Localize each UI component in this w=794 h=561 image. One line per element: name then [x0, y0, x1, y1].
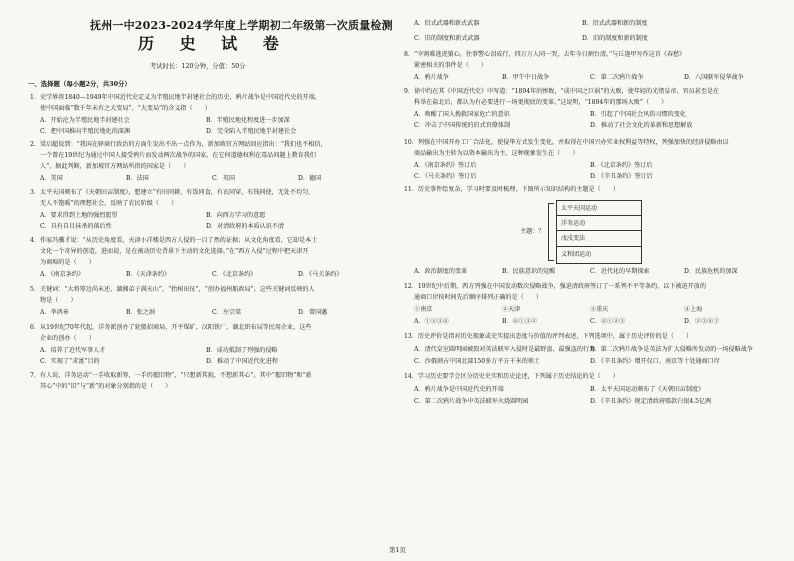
q5-option-b[interactable]: B．张之洞 — [126, 309, 155, 316]
q12-option-a[interactable]: A．①②③④ — [414, 318, 449, 325]
q2-option-a[interactable]: A．美国 — [40, 175, 63, 182]
q5-option-c[interactable]: C．左宗棠 — [212, 309, 242, 316]
q5-stem-line2: 物是（ ） — [40, 297, 77, 304]
q7-stem-line1: 7．有人说，洋务运动“一手收取新筹，一手仍握旧物”，“只想新其貌，不想新其心”。其中“握旧物”和“新 — [30, 372, 312, 379]
q10-option-d[interactable]: D．《辛丑条约》签订后 — [590, 173, 653, 180]
q13-option-b[interactable]: B．第二次鸦片战争是英法为扩大侵略所发动的一场侵略战争 — [590, 346, 753, 353]
q4-option-c[interactable]: C．《北京条约》 — [212, 271, 257, 278]
q3-stem-line1: 3．太平天国颁布了《天朝田亩制度》，想建立“有田同耕，有饭同食，有衣同穿，有钱同使，无处不均匀， — [30, 189, 315, 196]
q1-option-c[interactable]: C．把中国推向半殖民地化的深渊 — [40, 128, 130, 135]
q10-stem-line1: 10．列强在中国开办工厂合法化，使侵华方式发生变化，并取得在中国兴办实业权利益等特权，列强加快的经济侵略由以 — [404, 139, 729, 146]
q9-stem-line1: 9．徐中约在其《中国近代史》中写道：“1894年的惨败，“成中国之巨祸”的大败，使年轻的光绪皇帝、官员甚至是在 — [404, 88, 720, 95]
q6-stem-line2: 企业的创办（ ） — [40, 335, 95, 342]
q8-stem-line2: 紧密相关的事件是（ ） — [414, 62, 488, 69]
q13-option-c[interactable]: C．沙俄割占中国北部150多万平方千米的领土 — [414, 358, 540, 365]
q3-option-b[interactable]: B．向西方学习的意愿 — [206, 212, 266, 219]
q11-item: 太平天国运动 — [557, 201, 641, 216]
q12-port-1: ①南京 — [414, 306, 433, 313]
q4-stem-line1: 4．作家冯骥才说：“从历史角度看，天津小洋楼是西方人侵的一目了然的证据；从文化角度看，它却是本土 — [30, 237, 318, 244]
q14-option-d[interactable]: D．《辛丑条约》规定清政府赔款白银4.5亿两 — [590, 398, 712, 405]
q7-option-a[interactable]: A．旧式武器和新式武器 — [414, 20, 480, 27]
q11-option-b[interactable]: B．民族意识的觉醒 — [502, 268, 556, 275]
q8-stem-line1: 8．“宰割难逃虎狼心，往事警心泪成行，四万万人同一哭，去年今日割台湾。”与丘逢甲写作这首《春愁》 — [404, 51, 686, 58]
exam-title: 抚州一中2023-2024学年度上学期初二年级第一次质量检测 — [90, 19, 393, 32]
q9-option-b[interactable]: B．引起了中国社会风俗习惯的变化 — [590, 111, 686, 118]
q7-option-c[interactable]: C．旧的制度和新式武器 — [414, 35, 480, 42]
q12-port-4: ④上海 — [684, 306, 703, 313]
q11-stem: 11．历史事件绘复杂，学习时要及时梳理，下图所示知识结构的主题是（ ） — [404, 186, 619, 193]
q4-stem-line2: 文化一个奇异的创造，进而说，是在被动历史背景下主动的文化选择。”在“西方入侵”过程中把天津开 — [40, 248, 309, 255]
q1-option-d[interactable]: D．完全陷入半殖民地半封建社会 — [206, 128, 297, 135]
q9-option-a[interactable]: A．唤醒了国人挽救国家危亡的意识 — [414, 111, 510, 118]
q10-option-b[interactable]: B．《北京条约》签订后 — [590, 162, 653, 169]
q10-option-c[interactable]: C．《马关条约》签订后 — [414, 173, 477, 180]
q6-option-d[interactable]: D．推动了中国近代化进程 — [206, 358, 278, 365]
q1-option-b[interactable]: B．半殖民地化程度进一步加深 — [206, 117, 290, 124]
q4-option-b[interactable]: B．《天津条约》 — [126, 271, 171, 278]
q11-theme-label: 主题：？ — [520, 228, 545, 235]
q6-stem-line1: 6．从19世纪70年代起，洋务派创办了轮船招商局、开平煤矿、汉阳铁厂、湖北织布局等民用企业，这些 — [30, 324, 312, 331]
q8-option-c[interactable]: C．第二次鸦片战争 — [590, 74, 644, 81]
q3-option-c[interactable]: C．具有自目抹杀的落后性 — [40, 223, 112, 230]
q13-option-d[interactable]: D．《辛丑条约》增开仅口、南京等十处通商口岸 — [590, 358, 720, 365]
q5-option-a[interactable]: A．李鸿章 — [40, 309, 69, 316]
q2-stem-line3: 人”。据此判断，新加坡官方网站所指的国家是（ ） — [40, 163, 190, 170]
q5-stem-line1: 5．关键词：“大将筹边尚未还，湖湘弟子满天山”，“抬棺出征”，“创办福州船政局”。这些关键词反映的人 — [30, 286, 315, 293]
q9-stem-line2: 科举在盐北后，都认为有必要进行一场更彻底的变革。”这说明，“1894年的那场大败”（ ） — [414, 99, 668, 106]
q7-option-d[interactable]: D．旧的制度和新的制度 — [582, 35, 648, 42]
q7-stem-line2: 其心”中的“旧”与“新”的对象分别指的是（ ） — [40, 383, 172, 390]
subject-title: 历 史 试 卷 — [138, 34, 289, 53]
q13-option-a[interactable]: A．清代皇室圆明园被毁对英法联军入侵时是最野蛮、最强盗的行为 — [414, 346, 596, 353]
q12-stem-line1: 12．19世纪中后期，西方列强在中国发动数次侵略战争，强迫清政府签订了一系列不平等条约，以下被迫开放的 — [404, 283, 706, 290]
q11-option-a[interactable]: A．政治制度的变革 — [414, 268, 468, 275]
q6-option-b[interactable]: B．成功抵制了列强的侵略 — [206, 347, 278, 354]
q14-option-b[interactable]: B．太平天国运动颁布了《天朝田亩制度》 — [590, 386, 705, 393]
q12-option-b[interactable]: B．④①③② — [502, 318, 537, 325]
q12-option-d[interactable]: D．②③④① — [684, 318, 720, 325]
q4-option-a[interactable]: A．《南京条约》 — [40, 271, 85, 278]
q14-option-a[interactable]: A．鸦片战争是中国近代史的开端 — [414, 386, 504, 393]
q8-option-d[interactable]: D．八国联军侵华战争 — [684, 74, 744, 81]
q3-stem-line2: 无人不饱暖”的理想社会，反映了农民阶级（ ） — [40, 200, 178, 207]
q3-option-d[interactable]: D．对清政府的本质认识不清 — [206, 223, 285, 230]
q10-option-a[interactable]: A．《南京条约》签订后 — [414, 162, 477, 169]
q1-stem-line1: 1．史学界将1840—1949年中国近代史定义为半殖民地半封建社会的历史，鸦片战争是中国近代史的开端， — [30, 94, 321, 101]
q9-option-d[interactable]: D．推动了社会文化的革新和思想解放 — [590, 122, 693, 129]
q1-stem-line2: 使中国面临“数千年未有之大变局”。“大变局”的含义指（ ） — [40, 105, 211, 112]
q14-option-c[interactable]: C．第二次鸦片战争中英法联军火烧圆明园 — [414, 398, 529, 405]
q11-option-c[interactable]: C．近代化的早期探索 — [590, 268, 650, 275]
q14-stem: 14．学习历史要学会区分历史史实和历史论述，下列属于历史结论的是（ ） — [404, 373, 619, 380]
q2-option-d[interactable]: D．德国 — [298, 175, 322, 182]
q3-option-a[interactable]: A．要求得到土地的强烈愿望 — [40, 212, 118, 219]
q2-option-c[interactable]: C．英国 — [212, 175, 235, 182]
q9-option-c[interactable]: C．冲击了中国传统的旧式官僚体制 — [414, 122, 511, 129]
q4-option-d[interactable]: D．《马关条约》 — [298, 271, 343, 278]
q10-stem-line2: 商品输出为主转为以资本输出为主。这种现象发生在（ ） — [414, 150, 579, 157]
q12-stem-line2: 通商口岸按时间先后顺序排列正确的是（ ） — [414, 294, 542, 301]
exam-meta: 考试时长：120分钟，分值：50分 — [150, 63, 246, 70]
q11-option-d[interactable]: D．民族危机的加深 — [684, 268, 738, 275]
q11-item: 洋务运动 — [557, 216, 641, 231]
q4-stem-line3: 为商埠的是（ ） — [40, 259, 95, 266]
q13-stem: 13．历史评价是指对历史现象或史实提出态度与价值的评判表述，下列选项中，属于历史评价的是（ ） — [404, 333, 693, 340]
q8-option-b[interactable]: B．甲午中日战争 — [502, 74, 550, 81]
q1-option-a[interactable]: A．开始沦为半殖民地半封建社会 — [40, 117, 130, 124]
q2-stem-line2: 一个曾在19世纪为通过中国人接受鸦片而发动两次战争的国家，在它何道德权利在毒品问题上教育我们 — [40, 152, 316, 159]
q5-option-d[interactable]: D．曾国藩 — [298, 309, 328, 316]
q8-option-a[interactable]: A．鸦片战争 — [414, 74, 449, 81]
q2-option-b[interactable]: B．法国 — [126, 175, 149, 182]
q12-port-2: ②天津 — [502, 306, 521, 313]
q2-stem-line1: 2．梁启超说到：“我国在驿商行政治的方面生发出不出一点作为，新加坡官方网站回应指出：“我们也不相信， — [30, 141, 327, 148]
page-number: 第1页 — [389, 546, 406, 554]
q12-option-c[interactable]: C．④①②③ — [590, 318, 626, 325]
section-heading: 一、选择题（每小题2分，共30分） — [28, 80, 131, 88]
q12-port-3: ③重庆 — [590, 306, 609, 313]
q7-option-b[interactable]: B．旧式武器和新的制度 — [582, 20, 648, 27]
q11-knowledge-box — [556, 200, 642, 264]
q11-item: 戊戌变法 — [557, 231, 641, 247]
q11-item: 义和团运动 — [561, 251, 592, 258]
q6-option-a[interactable]: A．培养了近代军事人才 — [40, 347, 106, 354]
q6-option-c[interactable]: C．实现了“求富”目的 — [40, 358, 100, 365]
q11-brace — [548, 203, 554, 261]
